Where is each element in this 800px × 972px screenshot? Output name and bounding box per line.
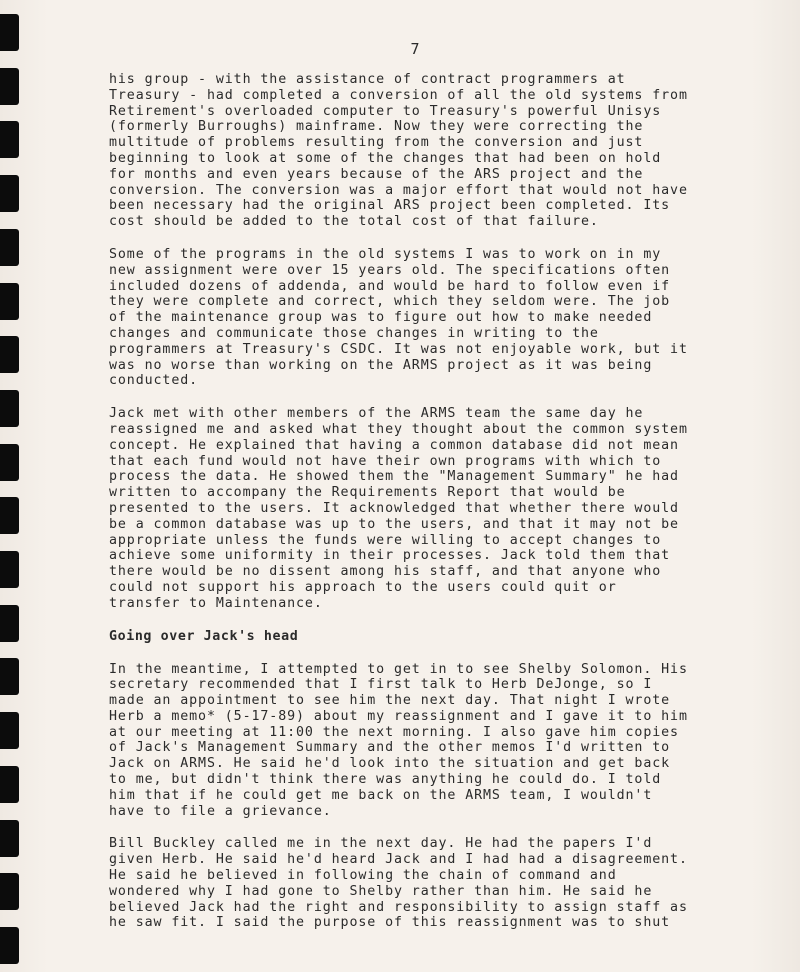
binding-hole [0,390,19,427]
binding-hole [0,873,19,910]
binding-hole [0,444,19,481]
binding-hole [0,497,19,534]
binding-hole [0,766,19,803]
paragraph-shelby-solomon: In the meantime, I attempted to get in to see Shelby Solomon. His secretary recommended that I first talk to Herb DeJonge, so I made an appointment to see him the next day. That night I wrote Herb a memo* (5-17-89) about my reassignment and I gave it to him at our meeting at 11:00 the next morning. I also gave him copies of Jack's Management Summary and the other memos I'd written to Jack on ARMS. He said he'd look into the situation and get back to me, but didn't think there was anything he could do. I told him that if he could get me back on the ARMS team, I wouldn't have to file a grievance. [109,661,688,819]
paragraph-conversion: his group - with the assistance of contract programmers at Treasury - had completed a conversion of all the old systems from Retirement's overloaded computer to Treasury's powerful Unisys (formerly Burroughs) mainframe. Now they were correcting the multitude of problems resulting from the conversion and just beginning to look at some of the changes that had been on hold for months and even years because of the ARS project and the conversion. The conversion was a major effort that would not have been necessary had the original ARS project been completed. Its cost should be added to the total cost of that failure. [109,72,688,230]
binding-hole [0,605,19,642]
paragraph-jack-meeting: Jack met with other members of the ARMS team the same day he reassigned me and asked what they thought about the common system concept. He explained that having a common database did not mean that each fund would not have their own programs with which to process the data. He showed them the "Management Summary" he had written to accompany the Requirements Report that would be presented to the users. It acknowledged that whether there would be a common database was up to the users, and that it may not be appropriate unless the funds were willing to accept changes to achieve some uniformity in their processes. Jack told them that there would be no dissent among his staff, and that anyone who could not support his approach to the users could quit or transfer to Maintenance. [109,406,688,611]
section-heading: Going over Jack's head [109,628,299,644]
binding-hole [0,68,19,105]
paragraph-bill-buckley: Bill Buckley called me in the next day. He had the papers I'd given Herb. He said he'd heard Jack and I had had a disagreement. He said he believed in following the chain of command and wondered why I had gone to Shelby rather than him. He said he believed Jack had the right and responsibility to assign staff as he saw fit. I said the purpose of this reassignment was to shut [109,836,688,931]
binding-hole [0,658,19,695]
page-body [109,72,759,948]
binding-hole [0,551,19,588]
binding-hole [0,820,19,857]
paragraph-old-programs: Some of the programs in the old systems I was to work on in my new assignment were over 15 years old. The specifications often included dozens of addenda, and would be hard to follow even if they were complete and correct, which they seldom were. The job of the maintenance group was to figure out how to make needed changes and communicate those changes in writing to the programmers at Treasury's CSDC. It was not enjoyable work, but it was no worse than working on the ARMS project as it was being conducted. [109,246,688,389]
binding-hole [0,712,19,749]
binding-hole [0,229,19,266]
page-number: 7 [410,40,420,58]
binding-hole [0,121,19,158]
binding-holes [0,14,22,964]
binding-hole [0,927,19,964]
binding-hole [0,175,19,212]
binding-hole [0,283,19,320]
binding-hole [0,336,19,373]
